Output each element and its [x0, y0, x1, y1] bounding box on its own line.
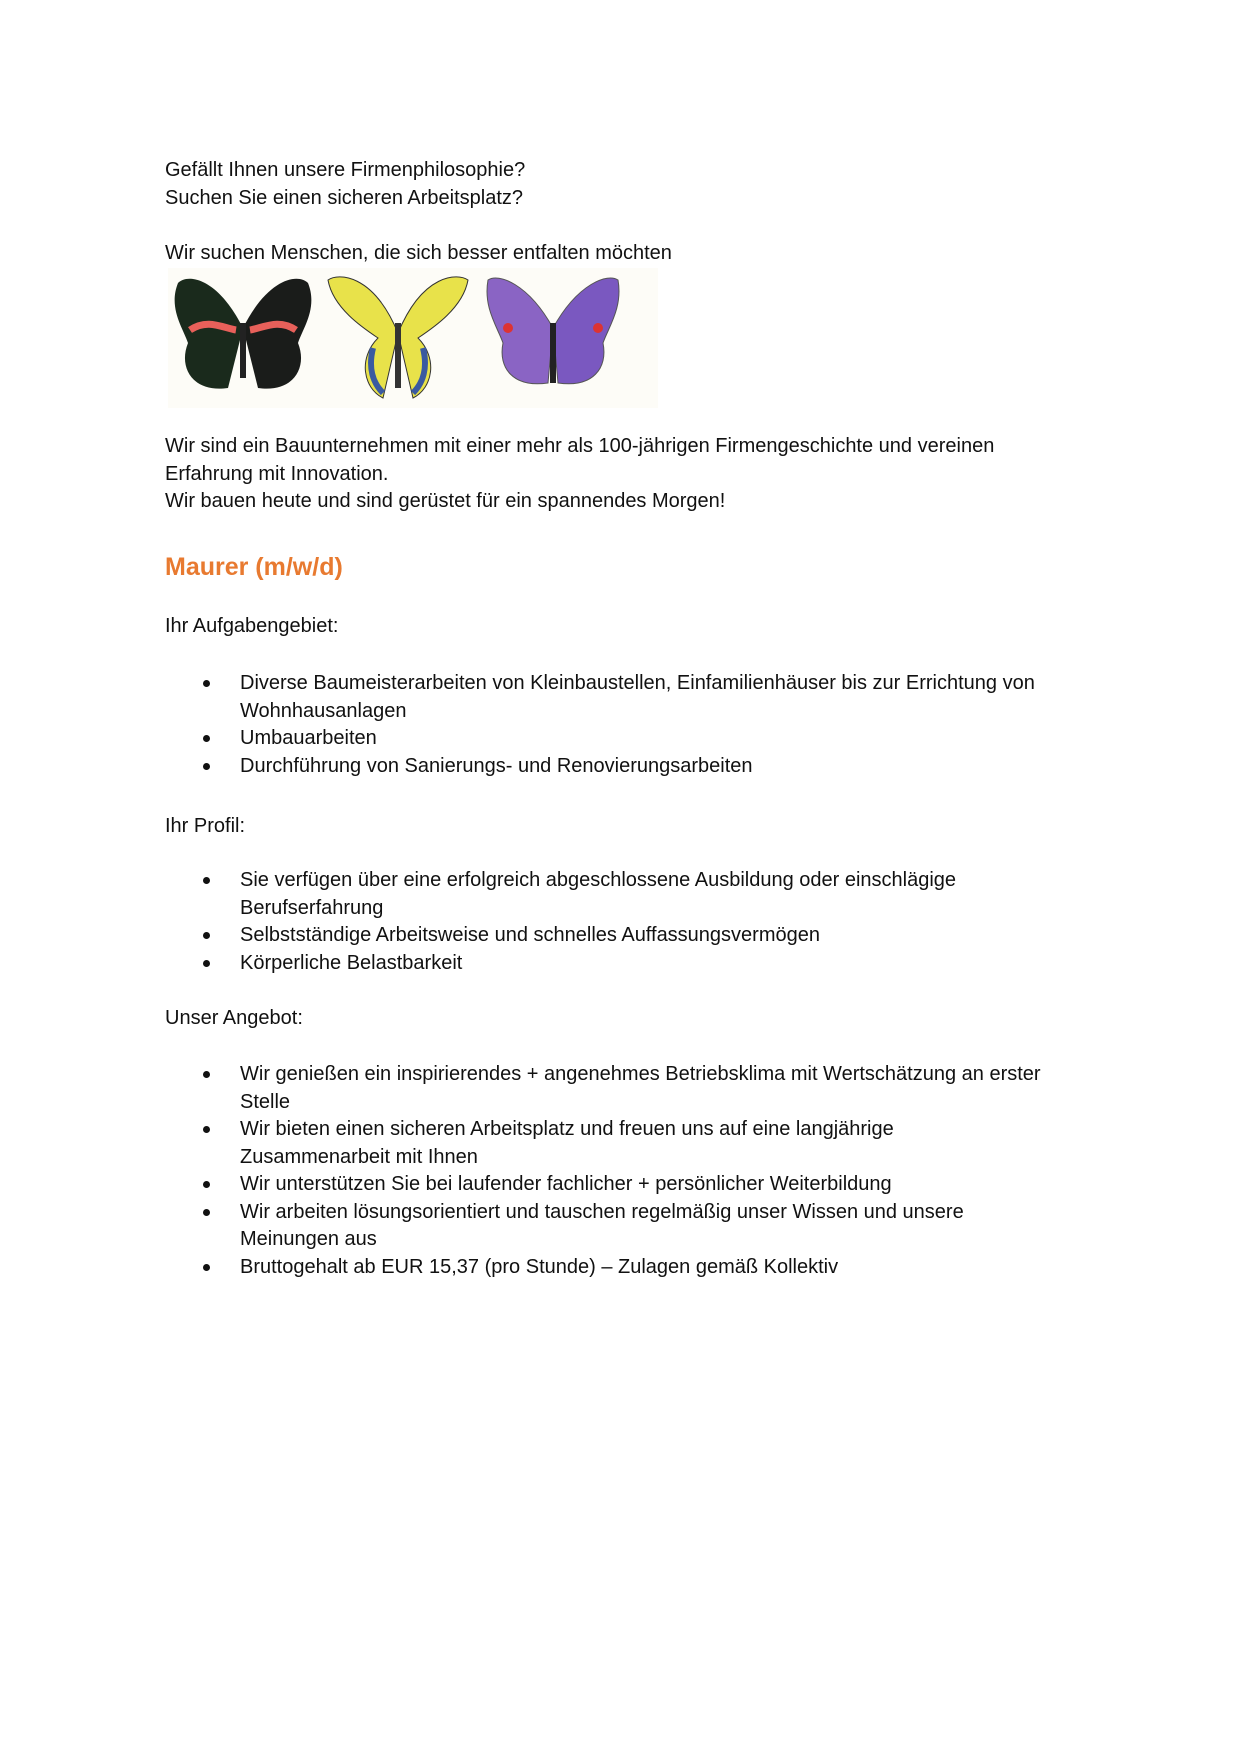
- offer-heading: Unser Angebot:: [165, 1007, 303, 1029]
- bullet-icon: [203, 763, 210, 770]
- tasks-heading: Ihr Aufgabengebiet:: [165, 615, 339, 637]
- bullet-icon: [203, 932, 210, 939]
- intro-line-3: Wir suchen Menschen, die sich besser entfalten möchten: [165, 242, 672, 264]
- purple-emperor-butterfly-icon: [487, 278, 619, 384]
- bullet-icon: [203, 1264, 210, 1271]
- bullet-icon: [203, 1181, 210, 1188]
- swallowtail-butterfly-icon: [328, 277, 468, 398]
- intro-line-2: Suchen Sie einen sicheren Arbeitsplatz?: [165, 187, 524, 209]
- about-line-2: Erfahrung mit Innovation.: [165, 463, 389, 485]
- list-item-line: Selbstständige Arbeitsweise und schnelles Auffassungsvermögen: [240, 924, 820, 946]
- list-item-line: Zusammenarbeit mit Ihnen: [240, 1145, 478, 1168]
- about-line-1: Wir sind ein Bauunternehmen mit einer mehr als 100-jährigen Firmengeschichte und vereinen: [165, 435, 995, 457]
- list-item-line: Wir bieten einen sicheren Arbeitsplatz und freuen uns auf eine langjährige: [240, 1118, 894, 1140]
- intro-line-1: Gefällt Ihnen unsere Firmenphilosophie?: [165, 159, 526, 181]
- list-item-line: Wir arbeiten lösungsorientiert und tauschen regelmäßig unser Wissen und unsere: [240, 1200, 964, 1223]
- bullet-icon: [203, 877, 210, 884]
- about-line-3: Wir bauen heute und sind gerüstet für ein spannendes Morgen!: [165, 490, 726, 512]
- bullet-icon: [203, 1071, 210, 1078]
- list-item-line: Stelle: [240, 1090, 291, 1113]
- list-item-line: Wohnhausanlagen: [240, 699, 407, 722]
- list-item-line: Diverse Baumeisterarbeiten von Kleinbaustellen, Einfamilienhäuser bis zur Errichtung von: [240, 672, 1035, 694]
- bullet-icon: [203, 1126, 210, 1133]
- list-item-line: Körperliche Belastbarkeit: [240, 951, 463, 974]
- profile-heading: Ihr Profil:: [165, 815, 246, 837]
- bullet-icon: [203, 680, 210, 687]
- list-item-line: Bruttogehalt ab EUR 15,37 (pro Stunde) – Zulagen gemäß Kollektiv: [240, 1255, 839, 1278]
- list-item-line: Sie verfügen über eine erfolgreich abgeschlossene Ausbildung oder einschlägige: [240, 869, 957, 891]
- list-item-line: Berufserfahrung: [240, 896, 384, 919]
- list-item-line: Wir unterstützen Sie bei laufender fachlicher + persönlicher Weiterbildung: [240, 1173, 892, 1195]
- list-item-line: Durchführung von Sanierungs- und Renovierungsarbeiten: [240, 754, 753, 777]
- list-item-line: Umbauarbeiten: [240, 727, 377, 749]
- bullet-icon: [203, 1209, 210, 1216]
- list-item-line: Wir genießen ein inspirierendes + angenehmes Betriebsklima mit Wertschätzung an erster: [240, 1063, 1041, 1085]
- job-title: Maurer (m/w/d): [165, 553, 343, 581]
- butterflies-image: [168, 268, 658, 408]
- red-admiral-butterfly-icon: [175, 279, 312, 389]
- bullet-icon: [203, 960, 210, 967]
- list-item-line: Meinungen aus: [240, 1228, 377, 1250]
- bullet-icon: [203, 735, 210, 742]
